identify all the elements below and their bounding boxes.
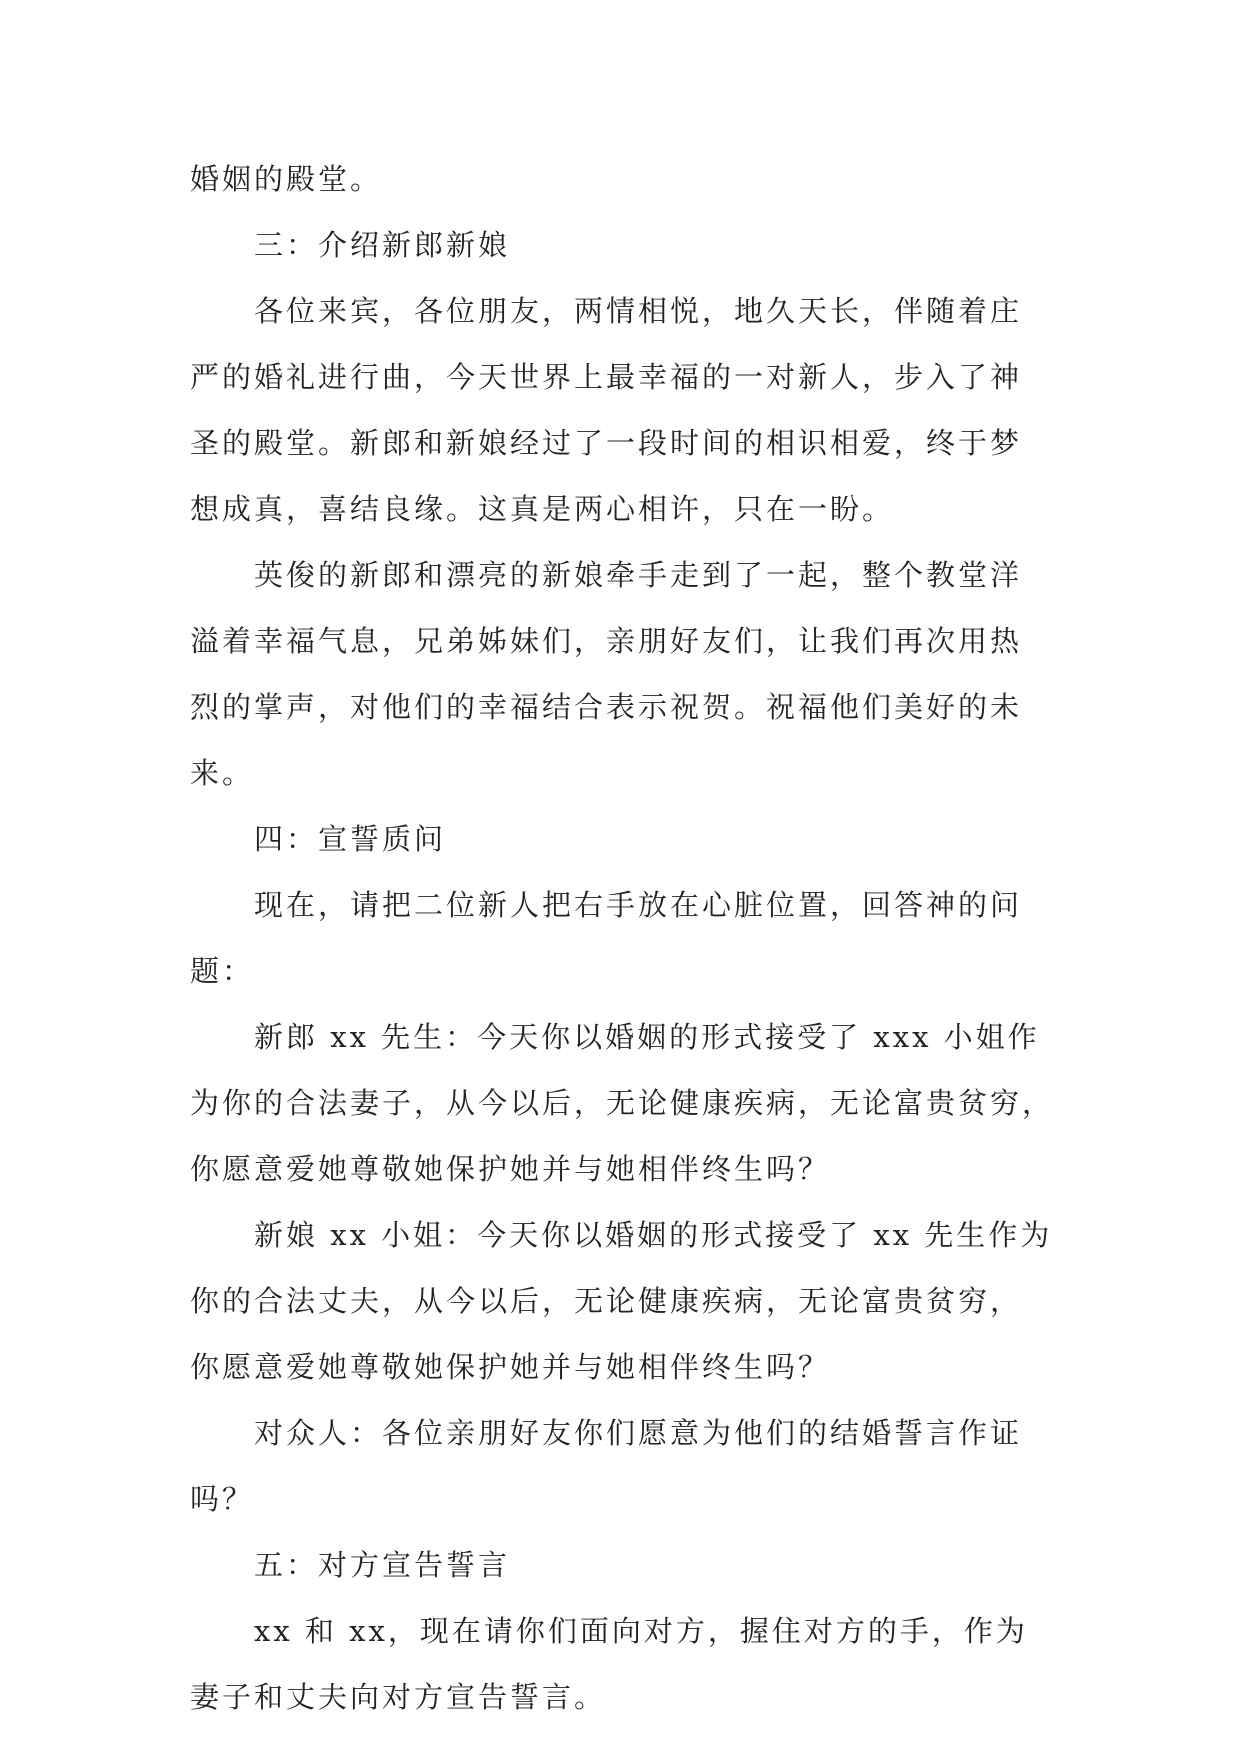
text-line: 妻子和丈夫向对方宣告誓言。 [190,1680,607,1714]
text-line: 想成真，喜结良缘。这真是两心相许，只在一盼。 [190,492,895,526]
text-line: 题： [190,954,255,988]
section-heading: 五：对方宣告誓言 [254,1548,511,1582]
text-line: 新郎 xx 先生：今天你以婚姻的形式接受了 xxx 小姐作 [254,1020,1040,1054]
text-line: 为你的合法妻子，从今以后，无论健康疾病，无论富贵贫穷， [190,1086,1055,1120]
section-heading: 三：介绍新郎新娘 [254,228,511,262]
text-line: 吗？ [190,1482,255,1516]
text-line: 你愿意爱她尊敬她保护她并与她相伴终生吗？ [190,1152,831,1186]
text-line: 英俊的新郎和漂亮的新娘牵手走到了一起，整个教堂洋 [254,558,1023,592]
text-line: 现在，请把二位新人把右手放在心脏位置，回答神的问 [254,888,1023,922]
text-line: 严的婚礼进行曲，今天世界上最幸福的一对新人，步入了神 [190,360,1023,394]
document-body [190,146,1055,1730]
text-line: 对众人：各位亲朋好友你们愿意为他们的结婚誓言作证 [254,1416,1023,1450]
text-line: 烈的掌声，对他们的幸福结合表示祝贺。祝福他们美好的未 [190,690,1023,724]
text-line: 来。 [190,756,255,790]
text-line: 你愿意爱她尊敬她保护她并与她相伴终生吗？ [190,1350,831,1384]
section-heading: 四：宣誓质问 [254,822,447,856]
text-line: 各位来宾，各位朋友，两情相悦，地久天长，伴随着庄 [254,294,1023,328]
text-line: 你的合法丈夫，从今以后，无论健康疾病，无论富贵贫穷， [190,1284,1023,1318]
text-line: 婚姻的殿堂。 [190,162,383,196]
text-line: 新娘 xx 小姐：今天你以婚姻的形式接受了 xx 先生作为 [254,1218,1053,1252]
text-line: xx 和 xx，现在请你们面向对方，握住对方的手，作为 [254,1614,1028,1648]
text-line: 溢着幸福气息，兄弟姊妹们，亲朋好友们，让我们再次用热 [190,624,1023,658]
text-line: 圣的殿堂。新郎和新娘经过了一段时间的相识相爱，终于梦 [190,426,1023,460]
